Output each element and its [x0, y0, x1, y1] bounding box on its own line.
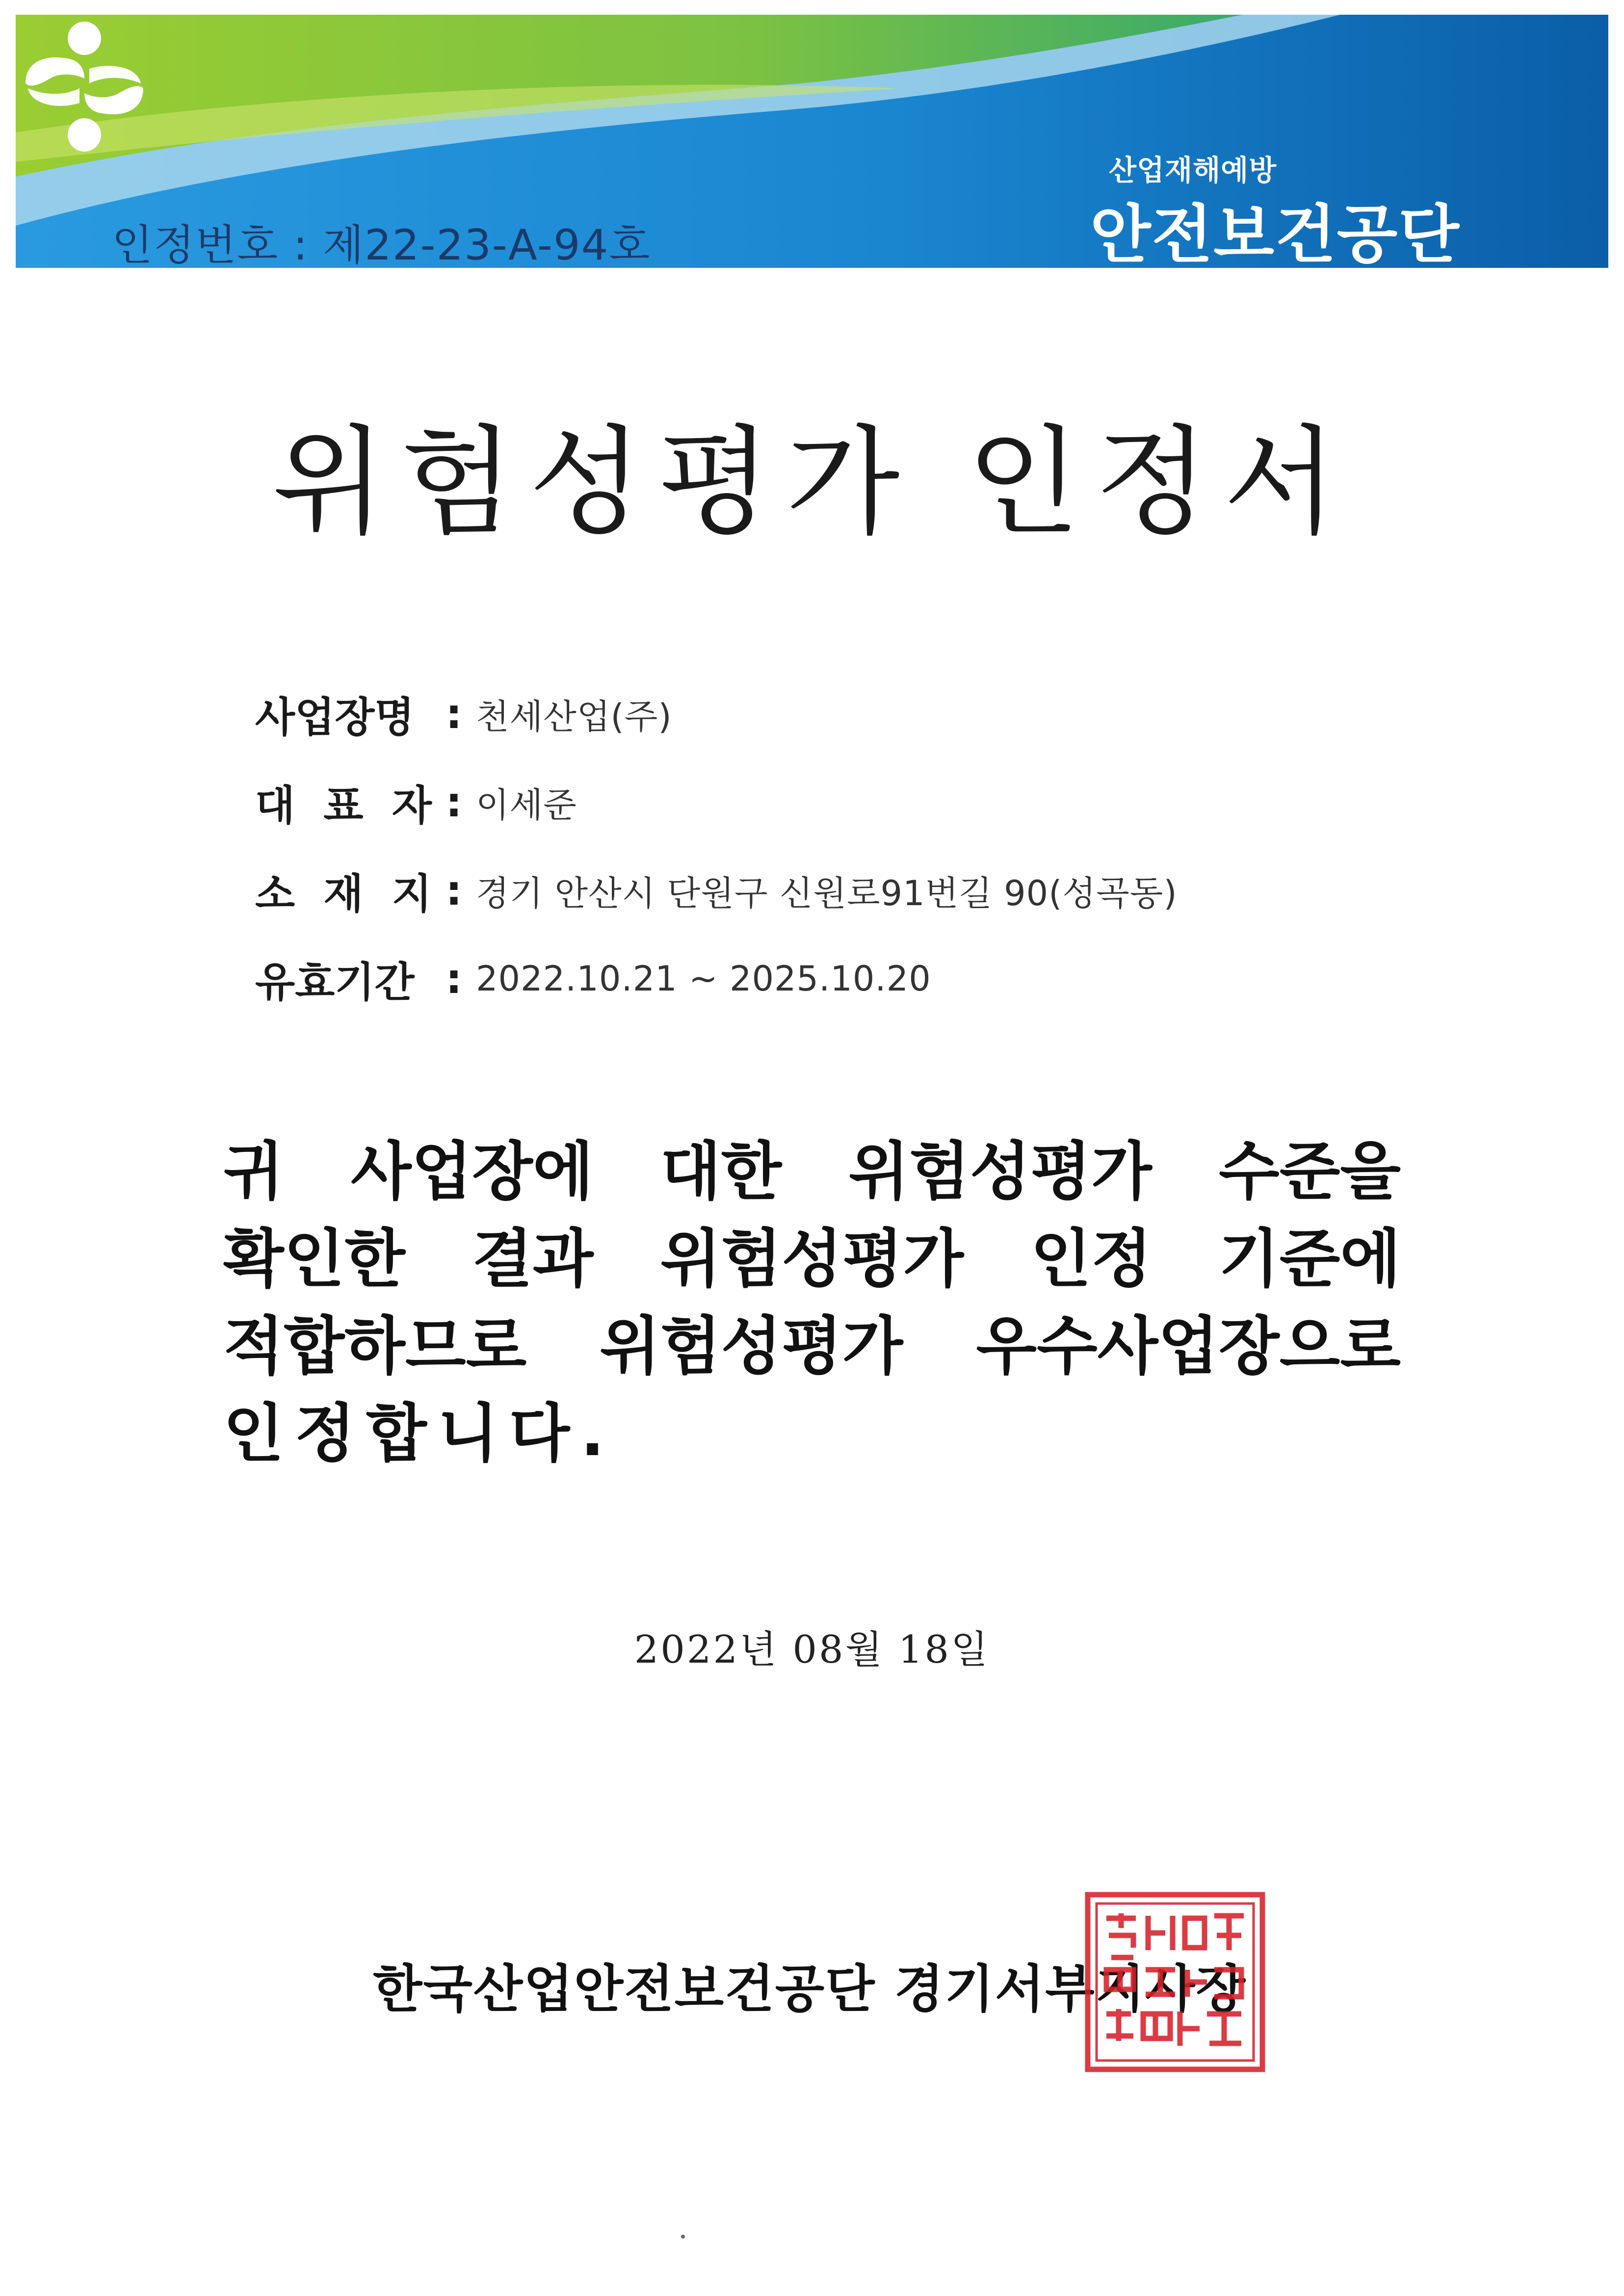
official-seal-icon — [1082, 1889, 1268, 2075]
info-value: 천세산업(주) — [476, 696, 672, 737]
statement-line — [223, 1303, 1401, 1390]
info-label: 대 표 자 — [255, 781, 432, 830]
scan-artifact-dot — [681, 2235, 685, 2239]
info-row-business-name — [255, 684, 672, 743]
statement-word: 기준에 — [1219, 1223, 1401, 1296]
header-banner — [16, 15, 1608, 268]
statement-word: 귀 — [223, 1135, 284, 1208]
statement-word: 대한 — [660, 1135, 782, 1208]
statement-word: 인정 — [1030, 1223, 1152, 1296]
org-subtitle: 산업재해예방 — [1109, 154, 1277, 187]
info-value: 이세준 — [476, 784, 577, 825]
statement-word: 위험성평가 — [660, 1223, 964, 1296]
info-colon: : — [445, 955, 462, 1003]
statement-line — [223, 1128, 1401, 1216]
statement-line — [223, 1216, 1401, 1303]
issuer-name: 한국산업안전보건공단 경기서부지사장 — [373, 1959, 1247, 2019]
statement-word: 위험성평가 — [848, 1135, 1152, 1208]
statement-word: 결과 — [472, 1223, 594, 1296]
kosha-logo-icon — [16, 15, 153, 157]
statement-word: 우수사업장으로 — [976, 1310, 1401, 1383]
info-label: 소 재 지 — [255, 869, 432, 918]
cert-number: 인정번호 : 제22-23-A-94호 — [112, 221, 651, 268]
statement-word: 위험성평가 — [600, 1310, 903, 1383]
info-label: 유효기간 — [255, 958, 415, 1006]
info-label: 사업장명 — [255, 693, 415, 741]
org-name: 안전보건공단 — [1090, 198, 1460, 268]
info-value: 2022.10.21 ~ 2025.10.20 — [476, 959, 931, 999]
info-row-address — [255, 861, 1178, 920]
info-row-validity-period — [255, 949, 931, 1008]
info-row-representative — [255, 773, 577, 832]
issue-date: 2022년 08월 18일 — [634, 1628, 990, 1672]
statement-word: 수준을 — [1219, 1135, 1401, 1208]
statement-line — [223, 1390, 1401, 1478]
certification-statement — [223, 1128, 1401, 1478]
statement-word: 적합하므로 — [223, 1310, 527, 1383]
document-title: 위험성평가 인정서 — [272, 414, 1352, 551]
statement-word: 확인한 — [223, 1223, 405, 1296]
info-value: 경기 안산시 단원구 신원로91번길 90(성곡동) — [476, 873, 1178, 913]
info-colon: : — [445, 866, 462, 914]
info-colon: : — [445, 778, 462, 826]
statement-word: 인정합니다. — [223, 1397, 615, 1470]
statement-word: 사업장에 — [350, 1135, 594, 1208]
info-colon: : — [445, 690, 462, 738]
